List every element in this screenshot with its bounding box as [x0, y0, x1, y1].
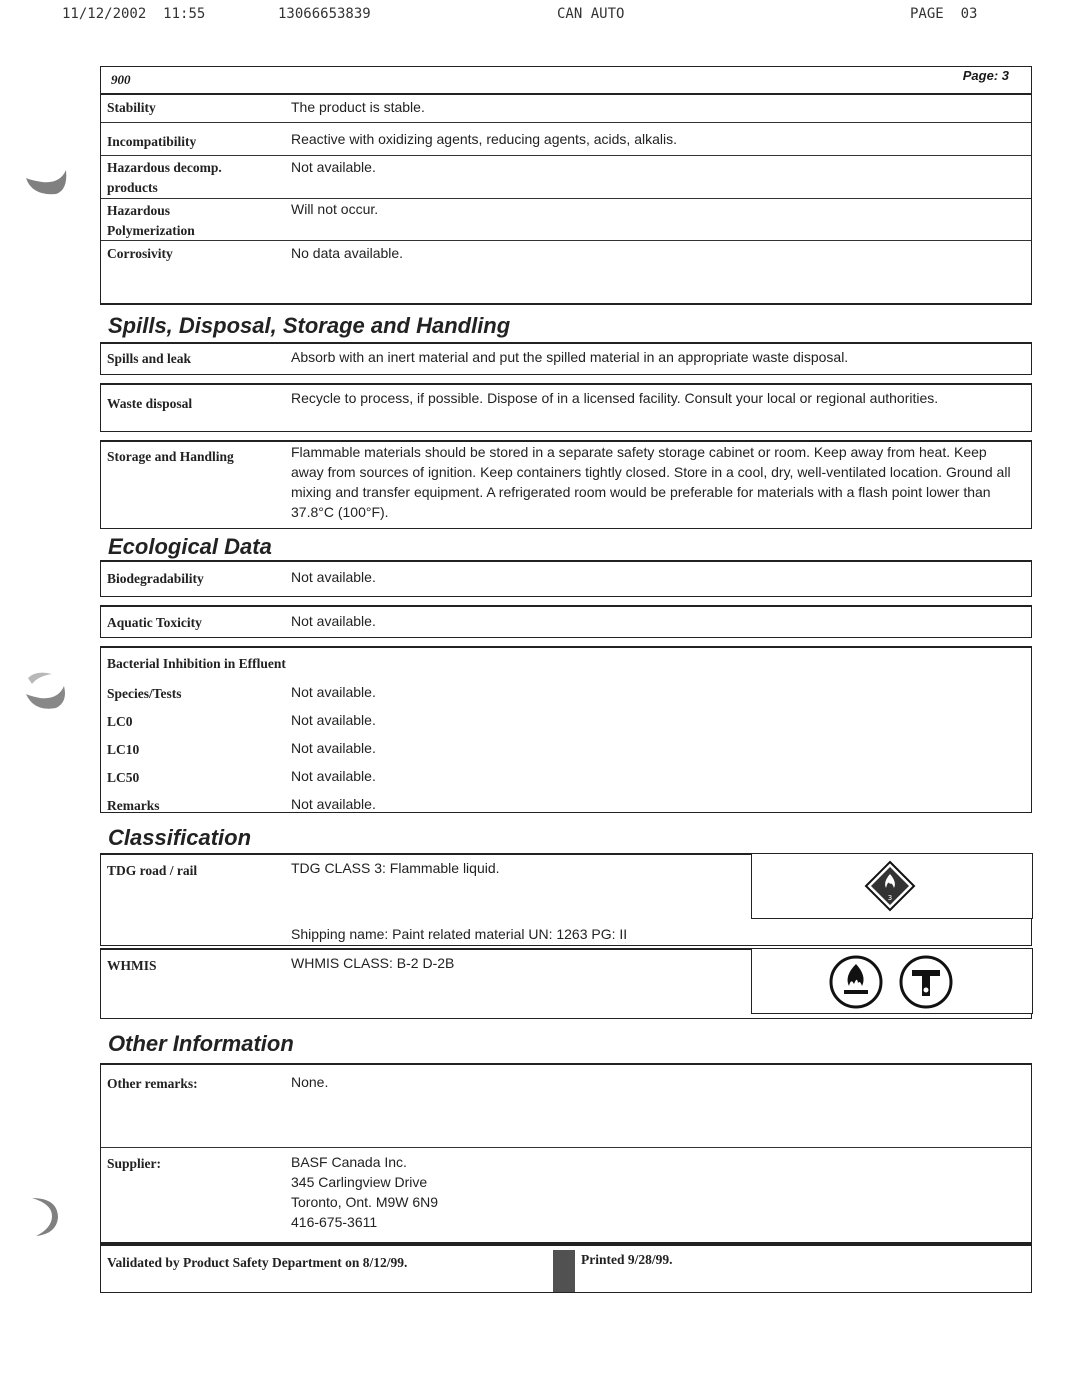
species-tests-label: Species/Tests — [107, 686, 182, 701]
row-label-line2: products — [107, 180, 158, 195]
spills-leak-box — [100, 342, 1032, 375]
lc10-value: Not available. — [291, 740, 376, 756]
other-remarks-row — [101, 1065, 1031, 1148]
document-header — [100, 66, 1032, 95]
stability-table — [100, 95, 1032, 305]
supplier-city: Toronto, Ont. M9W 6N9 — [291, 1194, 439, 1210]
corrosivity-row — [101, 241, 1031, 303]
row-value: Will not occur. — [291, 201, 379, 217]
flammable-liquid-placard-icon — [864, 860, 916, 912]
section-title-spills: Spills, Disposal, Storage and Handling — [108, 313, 511, 338]
species-tests-value: Not available. — [291, 684, 376, 700]
bacterial-heading: Bacterial Inhibition in Effluent — [107, 656, 286, 671]
row-value: Not available. — [291, 569, 376, 585]
fax-source: CAN AUTO — [557, 6, 625, 22]
supplier-address: 345 Carlingview Drive — [291, 1174, 428, 1190]
tdg-value: TDG CLASS 3: Flammable liquid. — [291, 860, 500, 876]
lc50-label: LC50 — [107, 770, 140, 785]
row-value: Flammable materials should be stored in a separate safety storage cabinet or room. Keep away from heat. Keep away from sources of ignition. Keep containers tightly closed. Store in a cool, dry, well-ventilated location. Ground all mixing and transfer equipment. A refrigerated room would be preferable for materials with a flash point lower than 37.8°C (100°F). — [291, 444, 1011, 520]
row-label: Stability — [107, 100, 156, 115]
product-code: 900 — [111, 72, 131, 87]
supplier-phone: 416-675-3611 — [291, 1214, 378, 1230]
waste-disposal-box — [100, 383, 1032, 432]
hole-punch-mark-bottom — [18, 1192, 66, 1240]
row-value: The product is stable. — [291, 99, 425, 115]
tdg-label: TDG road / rail — [107, 863, 198, 878]
other-remarks-value: None. — [291, 1074, 329, 1090]
supplier-label: Supplier: — [107, 1156, 162, 1171]
row-label: Storage and Handling — [107, 449, 234, 464]
row-label: Spills and leak — [107, 351, 192, 366]
row-value: Absorb with an inert material and put the spilled material in an appropriate waste disposal. — [291, 349, 849, 365]
lc50-value: Not available. — [291, 768, 376, 784]
whmis-value: WHMIS CLASS: B-2 D-2B — [291, 955, 455, 971]
row-label: Incompatibility — [107, 134, 197, 149]
incompatibility-row — [101, 123, 1031, 156]
flammable-symbol-icon — [827, 954, 885, 1010]
row-label-line2: Polymerization — [107, 223, 195, 238]
remarks-value: Not available. — [291, 796, 376, 812]
row-label: Biodegradability — [107, 571, 204, 586]
row-label: Aquatic Toxicity — [107, 615, 202, 630]
other-info-table — [100, 1063, 1032, 1244]
fax-phone: 13066653839 — [278, 6, 371, 22]
section-title-classification: Classification — [108, 825, 252, 850]
remarks-label: Remarks — [107, 798, 160, 813]
row-label-line1: Hazardous decomp. — [107, 160, 222, 175]
fax-date: 11/12/2002 11:55 — [62, 6, 206, 22]
supplier-row — [101, 1148, 1031, 1242]
fax-header — [0, 6, 1070, 26]
toxic-material-symbol-icon — [897, 954, 955, 1010]
lc0-label: LC0 — [107, 714, 133, 729]
whmis-label: WHMIS — [107, 958, 157, 973]
row-label: Corrosivity — [107, 246, 173, 261]
other-remarks-label: Other remarks: — [107, 1076, 198, 1091]
section-title-ecological: Ecological Data — [108, 534, 272, 559]
storage-handling-box — [100, 440, 1032, 529]
hazardous-decomp-row — [101, 156, 1031, 199]
row-value: No data available. — [291, 245, 404, 261]
svg-text:3: 3 — [887, 894, 893, 902]
whmis-symbols-box — [751, 948, 1033, 1014]
hazardous-polymerization-row — [101, 199, 1031, 241]
biodegradability-box — [100, 560, 1032, 597]
row-value: Reactive with oxidizing agents, reducing agents, acids, alkalis. — [291, 131, 677, 147]
hole-punch-mark-top — [22, 160, 70, 200]
row-value: Not available. — [291, 159, 376, 175]
supplier-name: BASF Canada Inc. — [291, 1154, 407, 1170]
fax-page: PAGE 03 — [910, 6, 978, 22]
footer-box — [100, 1244, 1032, 1293]
printed-note: Printed 9/28/99. — [581, 1252, 673, 1267]
section-title-other: Other Information — [108, 1031, 294, 1056]
row-value: Not available. — [291, 613, 376, 629]
row-label: Waste disposal — [107, 396, 193, 411]
row-label-line1: Hazardous — [107, 203, 171, 218]
stability-row — [101, 95, 1031, 123]
tdg-box — [100, 853, 1032, 946]
lc0-value: Not available. — [291, 712, 376, 728]
validated-note: Validated by Product Safety Department on 8/12/99. — [107, 1255, 408, 1270]
msds-page — [100, 66, 1032, 1293]
page-label: Page: 3 — [962, 68, 1009, 83]
bacterial-inhibition-box — [100, 646, 1032, 813]
fax-smudge-mark — [553, 1250, 575, 1292]
aquatic-toxicity-box — [100, 605, 1032, 638]
hole-punch-mark-middle — [22, 668, 70, 718]
tdg-placard-box — [751, 853, 1033, 919]
lc10-label: LC10 — [107, 742, 140, 757]
whmis-box — [100, 948, 1032, 1019]
row-value: Recycle to process, if possible. Dispose of in a licensed facility. Consult your local or regional authorities. — [291, 390, 939, 406]
tdg-shipping-name: Shipping name: Paint related material UN: 1263 PG: II — [291, 926, 628, 942]
